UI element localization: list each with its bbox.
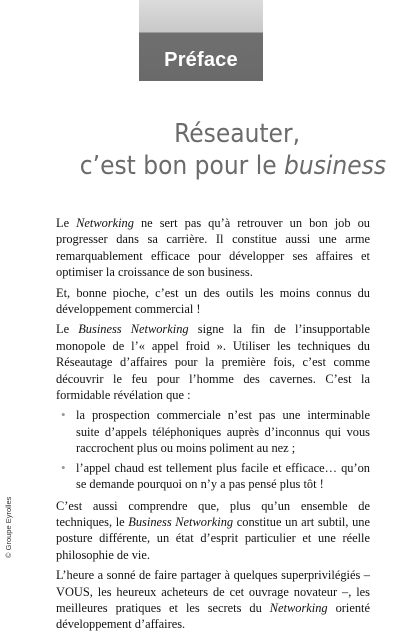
body-text <box>56 215 370 637</box>
bullet-list <box>56 407 370 492</box>
paragraph-3-part: signe la fin de l’insupportable monopole de l’« appel froid ». Utiliser les techniques du Réseautage d’affaires pour la première fois, c’est comme découvrir le feu pour l’homme des cavernes. C’est la formidable révélation que : <box>56 322 370 403</box>
paragraph-3-italic: Business Networking <box>78 322 189 337</box>
paragraph-4-part: C’est aussi comprendre que, plus qu’un ensemble de techniques, le <box>56 498 370 529</box>
page-heading <box>20 118 386 182</box>
chapter-title: Préface <box>164 49 238 71</box>
paragraph-5 <box>56 567 370 633</box>
paragraph-5-part: L’heure a sonné de faire partager à quelques superprivilégiés – VOUS, les heureux acheteurs de cet ouvrage novateur –, les meilleures pratiques et les secrets du <box>56 568 370 615</box>
paragraph-3 <box>56 321 370 403</box>
paragraph-1-part: ne sert pas qu’à retrouver un bon job ou progresser dans sa carrière. Il constitue aussi une arme remarquablement efficace pour développer ses affaires et optimiser la croissance de son business. <box>56 216 370 280</box>
bullet-item: • la prospection commerciale n’est pas une interminable suite d’appels téléphoniques auprès d’inconnus qui vous raccrochent plus ou moins poliment au nez ; <box>76 407 370 456</box>
paragraph-1 <box>56 215 370 281</box>
paragraph-5-italic: Networking <box>269 600 328 615</box>
chapter-banner <box>139 0 263 81</box>
paragraph-1-italic: Networking <box>76 216 134 230</box>
paragraph-5-part: orienté développement d’affaires. <box>56 600 371 632</box>
paragraph-4-part: constitue un art subtil, une posture différente, un état d’esprit particulier et une réelle philosophie de vie. <box>56 514 370 562</box>
paragraph-1-part: Le <box>56 216 77 230</box>
paragraph-2: Et, bonne pioche, c’est un des outils les moins connus du développement commercial ! <box>56 285 370 317</box>
bullet-item: • l’appel chaud est tellement plus facile et efficace… qu’on se demande pourquoi on n’y a pas pensé plus tôt ! <box>76 460 370 493</box>
heading-line-2 <box>20 150 386 182</box>
heading-line-2-text: c’est bon pour le <box>79 151 285 181</box>
copyright-note: © Groupe Eyrolles <box>4 496 13 558</box>
heading-line-2-italic: business <box>284 151 386 181</box>
paragraph-4 <box>56 498 370 564</box>
paragraph-3-part: Le <box>56 322 79 337</box>
paragraph-4-italic: Business Networking <box>128 514 234 529</box>
heading-line-1: Réseauter, <box>174 119 300 149</box>
